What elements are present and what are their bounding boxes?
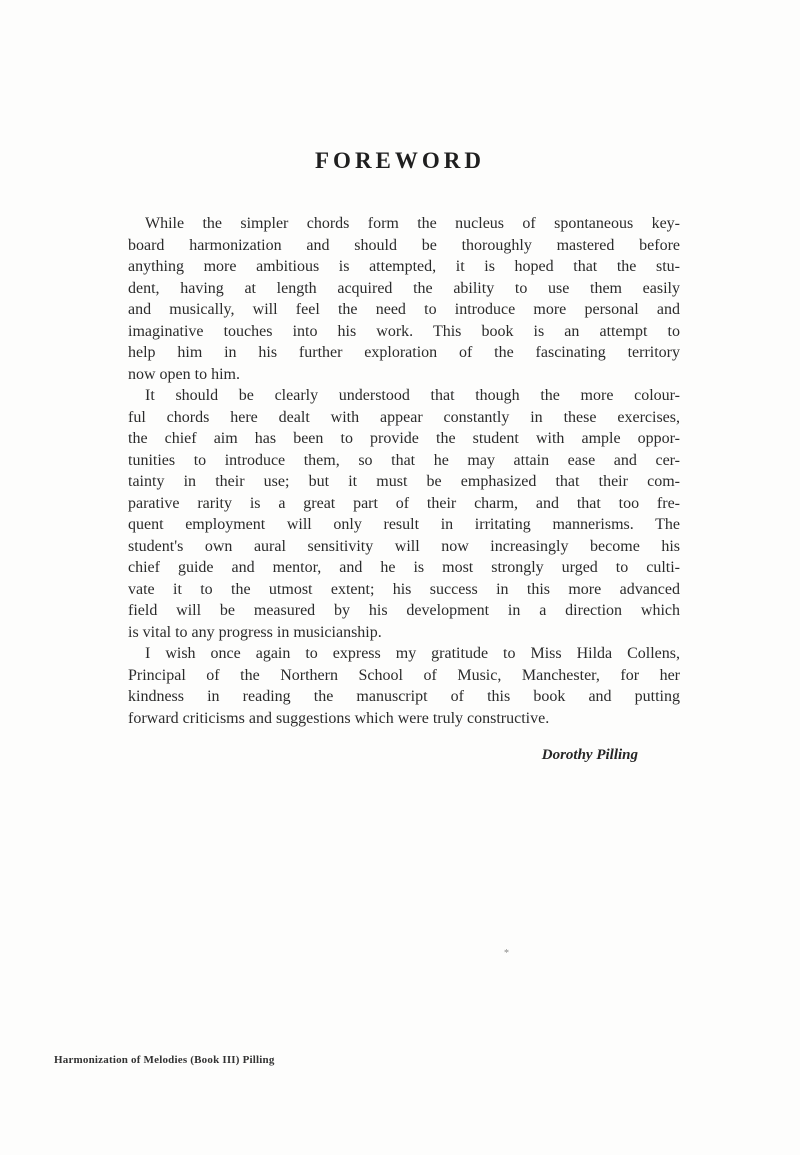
- text-line: student's own aural sensitivity will now increasingly become his: [128, 537, 680, 555]
- text-line: field will be measured by his development in a direction which: [128, 602, 680, 619]
- text-line: and musically, will feel the need to introduce more personal and: [128, 301, 680, 318]
- text-line: dent, having at length acquired the ability to use them easily: [128, 279, 680, 297]
- text-line: ful chords here dealt with appear constantly in these exercises,: [128, 408, 680, 426]
- text-line: the chief aim has been to provide the student with ample oppor-: [128, 430, 680, 447]
- paragraph: [128, 643, 680, 729]
- scan-speck: *: [504, 948, 509, 959]
- text-line: forward criticisms and suggestions which were truly constructive.: [128, 709, 550, 727]
- text-line: imaginative touches into his work. This book is an attempt to: [128, 322, 680, 340]
- text-line: vate it to the utmost extent; his success in this more advanced: [128, 580, 680, 598]
- text-line: parative rarity is a great part of their charm, and that too fre-: [128, 494, 680, 512]
- text-line: I wish once again to express my gratitude to Miss Hilda Collens,: [145, 645, 680, 662]
- text-line: tainty in their use; but it must be emphasized that their com-: [128, 473, 680, 490]
- paragraph: [128, 213, 680, 385]
- text-line: Principal of the Northern School of Music, Manchester, for her: [128, 666, 680, 684]
- text-line: It should be clearly understood that though the more colour-: [145, 387, 680, 404]
- text-line: quent employment will only result in irritating mannerisms. The: [128, 516, 680, 533]
- text-line: tunities to introduce them, so that he may attain ease and cer-: [128, 451, 680, 469]
- page-title: FOREWORD: [315, 148, 485, 173]
- text-line: kindness in reading the manuscript of this book and putting: [128, 688, 680, 705]
- paragraph: [128, 385, 680, 643]
- paragraphs-container: [128, 213, 680, 729]
- text-line: anything more ambitious is attempted, it is hoped that the stu-: [128, 258, 680, 275]
- text-line: help him in his further exploration of the fascinating territory: [128, 344, 680, 361]
- footer-running-title: Harmonization of Melodies (Book III) Pilling: [54, 1054, 275, 1066]
- author-signature: Dorothy Pilling: [541, 747, 638, 763]
- foreword-body: [128, 213, 680, 767]
- text-line: While the simpler chords form the nucleus of spontaneous key-: [145, 215, 680, 232]
- text-line: chief guide and mentor, and he is most strongly urged to culti-: [128, 559, 680, 576]
- text-line: board harmonization and should be thoroughly mastered before: [128, 236, 680, 254]
- text-line: now open to him.: [128, 365, 240, 383]
- text-line: is vital to any progress in musicianship.: [128, 623, 382, 641]
